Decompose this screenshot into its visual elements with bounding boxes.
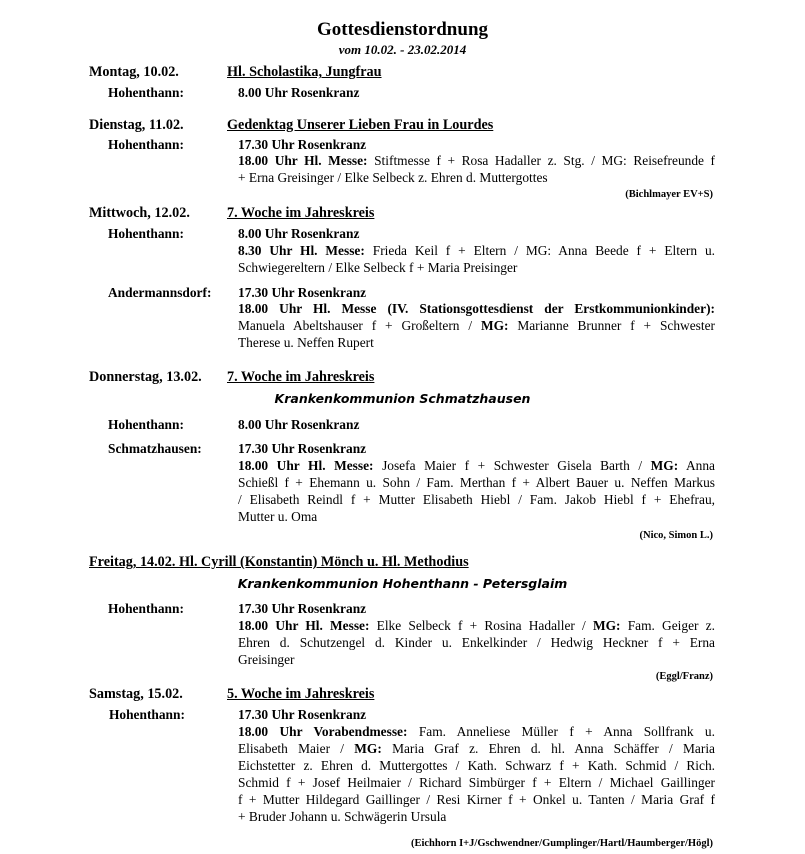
page-subtitle: vom 10.02. - 23.02.2014 [338,42,467,57]
service-line: Schmid f + Josef Heilmaier / Richard Simbürger f + Eltern / Michael Gaillinger [238,775,715,790]
service-line: + Erna Greisinger / Elke Selbeck z. Ehren d. Muttergottes [238,170,548,185]
server-note: (Eggl/Franz) [655,671,713,682]
location-label: Hohenthann: [109,707,185,722]
page-title: Gottesdienstordnung [316,19,489,40]
location-label: Andermannsdorf: [108,285,212,300]
service-line: Mutter u. Oma [238,509,318,524]
day-feast: 5. Woche im Jahreskreis [227,686,375,702]
day-feast: Gedenktag Unserer Lieben Frau in Lourdes [227,117,494,133]
server-note: (Eichhorn I+J/Gschwendner/Gumplinger/Hartl/Haumberger/Högl) [410,838,713,849]
server-note: (Bichlmayer EV+S) [625,189,713,200]
service-line: Ehren d. Schutzengel d. Kinder u. Enkelkinder / Hedwig Heckner f + Erna [238,635,715,650]
day-feast: 7. Woche im Jahreskreis [227,369,375,385]
service-line: 17.30 Uhr Rosenkranz [238,601,367,616]
service-line: 8.30 Uhr Hl. Messe: Frieda Keil f + Eltern / MG: Anna Beede f + Eltern u. [238,243,715,258]
day-heading-freitag: Freitag, 14.02. Hl. Cyrill (Konstantin) Mönch u. Hl. Methodius [89,554,469,570]
service-line: f + Mutter Hildegard Gaillinger / Resi Kirner f + Onkel u. Tanten / Maria Graf f [238,792,715,807]
day-feast: Hl. Scholastika, Jungfrau [227,64,382,80]
service-line: Schießl f + Ehemann u. Sohn / Fam. Merthan f + Albert Bauer u. Neffen Markus [238,475,715,490]
day-heading-samstag [89,686,374,702]
location-label: Hohenthann: [108,417,184,432]
service-line: 18.00 Uhr Hl. Messe: Josefa Maier f + Schwester Gisela Barth / MG: Anna [238,458,715,473]
day-date: Montag, 10.02. [89,64,179,80]
day-heading-dienstag [89,117,493,133]
day-date: Mittwoch, 12.02. [89,205,190,221]
service-line: Manuela Abeltshauser f + Großeltern / MG: Marianne Brunner f + Schwester [238,318,715,333]
day-heading-donnerstag [89,369,374,385]
communion-banner: Krankenkommunion Hohenthann - Petersglaim [237,576,568,591]
service-line: Elisabeth Maier / MG: Maria Graf z. Ehren d. hl. Anna Schäffer / Maria [238,741,715,756]
service-line: 18.00 Uhr Vorabendmesse: Fam. Anneliese Müller f + Anna Sollfrank u. [238,724,715,739]
day-feast: 7. Woche im Jahreskreis [227,205,375,221]
location-label: Hohenthann: [108,85,184,100]
day-date: Dienstag, 11.02. [89,117,184,133]
service-line: Eichstetter z. Ehren d. Muttergottes / Kath. Schwarz f + Kath. Schmid / Rich. [238,758,715,773]
day-heading-mittwoch [89,205,374,221]
server-note: (Nico, Simon L.) [639,530,713,541]
service-line: Greisinger [238,652,295,667]
service-line: 8.00 Uhr Rosenkranz [238,226,360,241]
service-line: 17.30 Uhr Rosenkranz [238,441,367,456]
service-line: 18.00 Uhr Hl. Messe: Stiftmesse f + Rosa Hadaller z. Stg. / MG: Reisefreunde f [238,153,715,168]
service-line: Schwiegereltern / Elke Selbeck f + Maria Preisinger [238,260,518,275]
service-line: 8.00 Uhr Rosenkranz [238,85,360,100]
day-heading-montag [89,64,382,80]
location-label: Hohenthann: [108,226,184,241]
location-label: Hohenthann: [108,137,184,152]
day-date: Donnerstag, 13.02. [89,369,202,385]
location-label: Schmatzhausen: [108,441,202,456]
service-line: 18.00 Uhr Hl. Messe: Elke Selbeck f + Rosina Hadaller / MG: Fam. Geiger z. [238,618,715,633]
service-line: 8.00 Uhr Rosenkranz [238,417,360,432]
location-label: Hohenthann: [108,601,184,616]
service-line: / Elisabeth Reindl f + Mutter Elisabeth Hiebl / Fam. Jakob Hiebl f + Ehefrau, [238,492,715,507]
service-line: Therese u. Neffen Rupert [238,335,374,350]
service-line: 17.30 Uhr Rosenkranz [238,285,367,300]
day-date: Samstag, 15.02. [89,686,183,702]
service-line: 17.30 Uhr Rosenkranz [238,707,367,722]
service-line: 18.00 Uhr Hl. Messe (IV. Stationsgottesdienst der Erstkommunionkinder): [238,301,715,316]
communion-banner: Krankenkommunion Schmatzhausen [274,391,531,406]
service-line: + Bruder Johann u. Schwägerin Ursula [238,809,447,824]
service-line: 17.30 Uhr Rosenkranz [238,137,367,152]
